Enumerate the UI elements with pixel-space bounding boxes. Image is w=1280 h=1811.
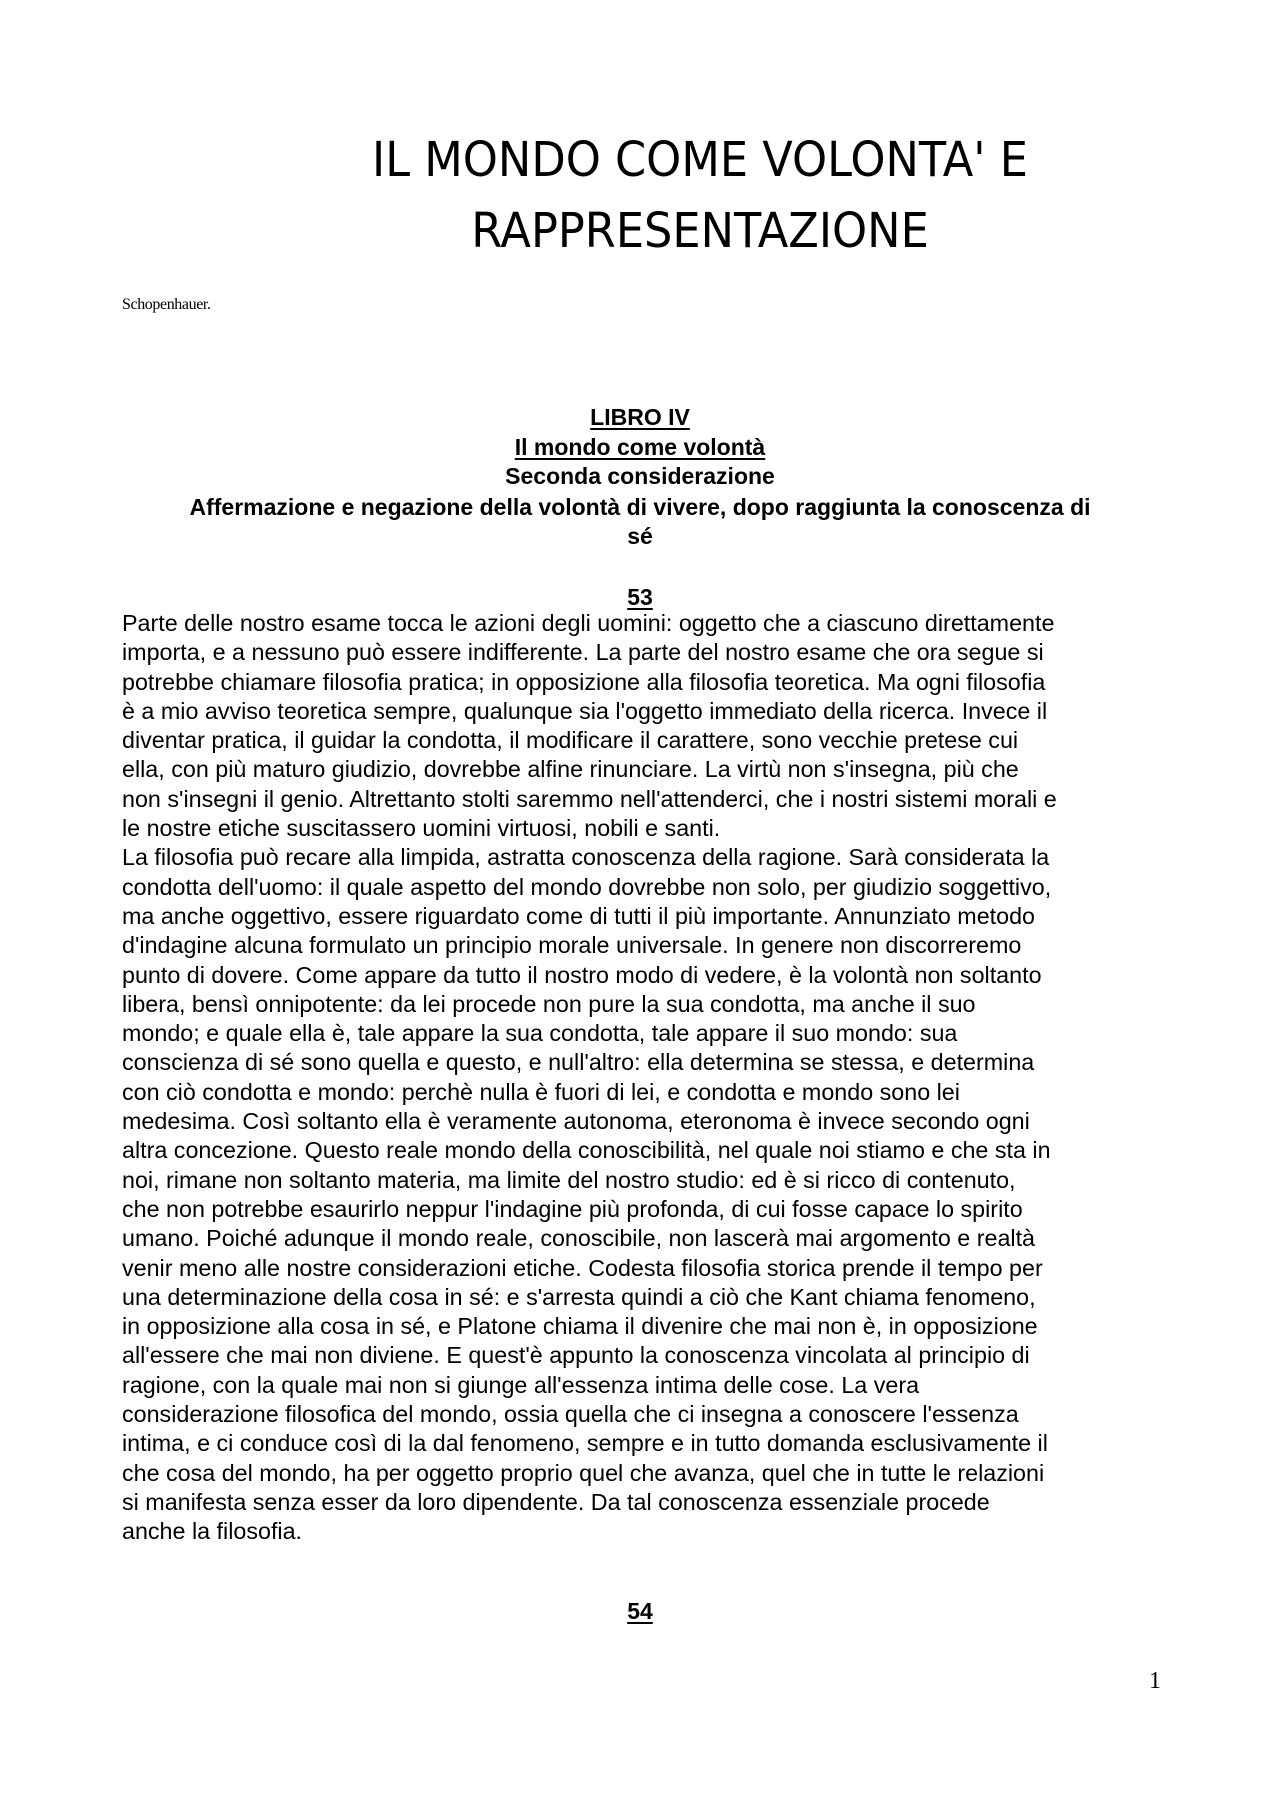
- body-line: condotta dell'uomo: il quale aspetto del mondo dovrebbe non solo, per giudizio soggettivo,: [122, 873, 1052, 900]
- part-heading: Seconda considerazione: [505, 463, 775, 489]
- body-line: ma anche oggettivo, essere riguardato come di tutti il più importante. Annunziato metodo: [122, 902, 1035, 929]
- body-line: intima, e ci conduce così di la dal fenomeno, sempre e in tutto domanda esclusivamente il: [122, 1430, 1048, 1457]
- body-line: libera, bensì onnipotente: da lei procede non pure la sua condotta, ma anche il suo: [122, 990, 976, 1017]
- body-line: le nostre etiche suscitassero uomini virtuosi, nobili e santi.: [122, 815, 721, 842]
- subtitle-heading-line-2: sé: [627, 523, 653, 549]
- page-number: 1: [1149, 1668, 1161, 1694]
- body-line: che non potrebbe esaurirlo neppur l'indagine più profonda, di cui fosse capace lo spirito: [122, 1195, 1023, 1222]
- author-name: Schopenhauer.: [122, 296, 211, 313]
- section-53-body: [122, 609, 1182, 1547]
- body-line: venir meno alle nostre considerazioni etiche. Codesta filosofia storica prende il tempo per: [122, 1254, 1043, 1281]
- body-line: d'indagine alcuna formulato un principio morale universale. In genere non discorreremo: [122, 932, 1022, 959]
- body-line: una determinazione della cosa in sé: e s'arresta quindi a ciò che Kant chiama fenomeno,: [122, 1283, 1036, 1310]
- body-line: ragione, con la quale mai non si giunge all'essenza intima delle cose. La vera: [122, 1371, 920, 1398]
- body-line: che cosa del mondo, ha per oggetto proprio quel che avanza, quel che in tutte le relazioni: [122, 1459, 1045, 1486]
- book-heading-text: LIBRO IV: [590, 404, 690, 430]
- body-line: La filosofia può recare alla limpida, astratta conoscenza della ragione. Sarà considerata la: [122, 844, 1050, 871]
- body-line: all'essere che mai non diviene. E quest'è appunto la conoscenza vincolata al principio di: [122, 1342, 1030, 1369]
- body-line: conscienza di sé sono quella e questo, e null'altro: ella determina se stessa, e determina: [122, 1049, 1035, 1076]
- document-title-line-2: RAPPRESENTAZIONE: [471, 203, 929, 259]
- body-line: non s'insegni il genio. Altrettanto stolti saremmo nell'attenderci, che i nostri sistemi morali e: [122, 785, 1057, 812]
- document-title-line-1: IL MONDO COME VOLONTA' E: [372, 132, 1028, 188]
- body-line: diventar pratica, il guidar la condotta, il modificare il carattere, sono vecchie pretese cui: [122, 727, 1019, 754]
- body-line: considerazione filosofica del mondo, ossia quella che ci insegna a conoscere l'essenza: [122, 1401, 1019, 1428]
- section-number-54: [122, 1596, 1158, 1626]
- body-line: potrebbe chiamare filosofia pratica; in opposizione alla filosofia teoretica. Ma ogni filosofia: [122, 668, 1046, 695]
- section-number-text: 53: [627, 584, 653, 610]
- body-line: medesima. Così soltanto ella è veramente autonoma, eteronoma è invece secondo ogni: [122, 1108, 1030, 1135]
- body-line: in opposizione alla cosa in sé, e Platone chiama il divenire che mai non è, in opposizione: [122, 1313, 1038, 1340]
- body-line: importa, e a nessuno può essere indifferente. La parte del nostro esame che ora segue si: [122, 639, 1044, 666]
- body-line: noi, rimane non soltanto materia, ma limite del nostro studio: ed è si ricco di contenuto,: [122, 1166, 1016, 1193]
- body-line: umano. Poiché adunque il mondo reale, conoscibile, non lascerà mai argomento e realtà: [122, 1225, 1036, 1252]
- book-heading: [122, 402, 1158, 432]
- book-title-text: Il mondo come volontà: [514, 434, 766, 460]
- body-line: si manifesta senza esser da loro dipendente. Da tal conoscenza essenziale procede: [122, 1488, 990, 1515]
- body-line: altra concezione. Questo reale mondo della conoscibilità, nel quale noi stiamo e che sta in: [122, 1137, 1051, 1164]
- subtitle-heading-line-1: Affermazione e negazione della volontà di vivere, dopo raggiunta la conoscenza di: [189, 494, 1091, 520]
- body-line: Parte delle nostro esame tocca le azioni degli uomini: oggetto che a ciascuno direttamente: [122, 610, 1055, 636]
- book-title-heading: [122, 432, 1158, 462]
- body-line: con ciò condotta e mondo: perchè nulla è fuori di lei, e condotta e mondo sono lei: [122, 1078, 960, 1105]
- body-line: è a mio avviso teoretica sempre, qualunque sia l'oggetto immediato della ricerca. Invece il: [122, 697, 1048, 724]
- body-line: mondo; e quale ella è, tale appare la sua condotta, tale appare il suo mondo: sua: [122, 1020, 958, 1047]
- body-line: anche la filosofia.: [122, 1518, 303, 1545]
- body-line: ella, con più maturo giudizio, dovrebbe alfine rinunciare. La virtù non s'insegna, più che: [122, 756, 1019, 783]
- section-number-53: [122, 582, 1158, 612]
- body-line: punto di dovere. Come appare da tutto il nostro modo di vedere, è la volontà non soltanto: [122, 961, 1042, 988]
- section-number-text: 54: [627, 1598, 653, 1624]
